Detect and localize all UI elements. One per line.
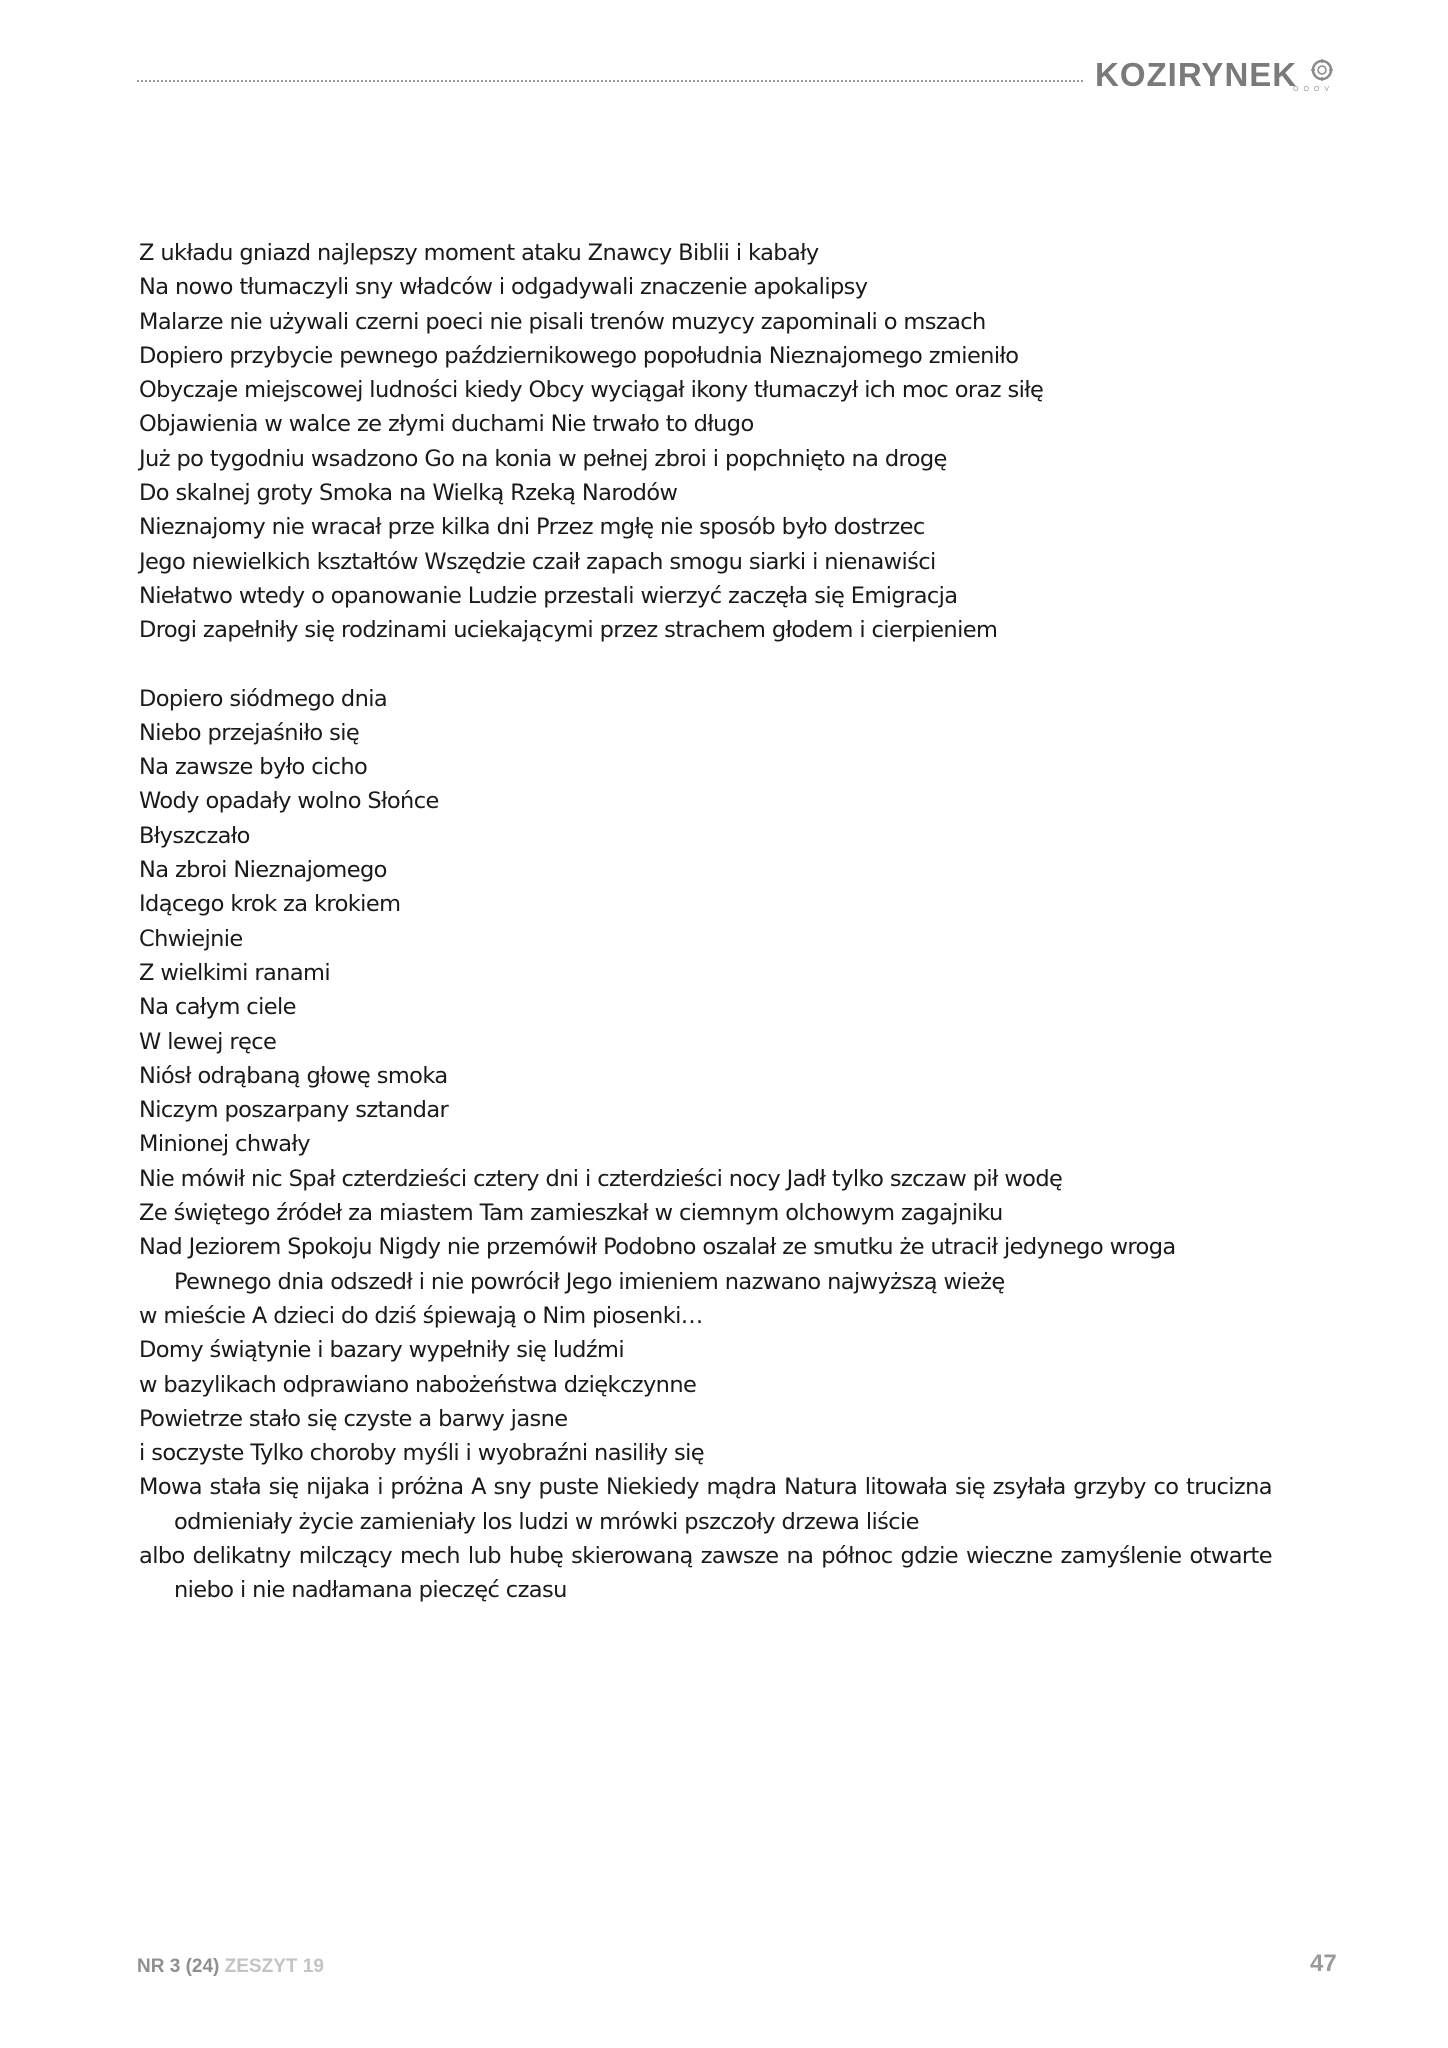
poem-line: Na nowo tłumaczyli sny władców i odgadywali znaczenie apokalipsy bbox=[139, 274, 868, 301]
poem-stanza-1 bbox=[139, 236, 1239, 648]
poem-line: Na całym ciele bbox=[139, 994, 296, 1021]
poem-body bbox=[139, 236, 1272, 1608]
stanza-break bbox=[139, 648, 1239, 682]
poem-line: Nieznajomy nie wracał prze kilka dni Przez mgłę nie sposób było dostrzec bbox=[139, 514, 925, 541]
header-dotted-rule bbox=[137, 80, 1083, 82]
logo-text: KOZIRYNEK bbox=[1095, 56, 1298, 93]
dial-icon bbox=[1310, 58, 1334, 82]
poem-line: Dopiero przybycie pewnego październikowego popołudnia Nieznajomego zmieniło bbox=[139, 342, 1019, 369]
issue-footer bbox=[137, 1956, 324, 1978]
poem-line: Niełatwo wtedy o opanowanie Ludzie przestali wierzyć zaczęła się Emigracja bbox=[139, 582, 958, 609]
poem-line: Ze świętego źródeł za miastem Tam zamieszkał w ciemnym olchowym zagajniku bbox=[139, 1200, 1003, 1227]
poem-line: Na zawsze było cicho bbox=[139, 754, 368, 781]
poem-line: Dopiero siódmego dnia bbox=[139, 685, 388, 712]
poem-line: Niebo przejaśniło się bbox=[139, 719, 360, 746]
poem-line: Obyczaje miejscowej ludności kiedy Obcy wyciągał ikony tłumaczył ich moc oraz siłę bbox=[139, 377, 1044, 404]
poem-line: Niósł odrąbaną głowę smoka bbox=[139, 1062, 448, 1089]
poem-line: Wody opadały wolno Słońce bbox=[139, 788, 439, 815]
poem-stanza-2 bbox=[139, 682, 1272, 1608]
poem-line: Powietrze stało się czyste a barwy jasne bbox=[139, 1405, 568, 1432]
poem-line: Domy świątynie i bazary wypełniły się ludźmi bbox=[139, 1337, 625, 1364]
poem-line-wrapped: Mowa stała się nijaka i próżna A sny puste Niekiedy mądra Natura litowała się zsyłała grzyby co trucizna odmieniały życie zamieniały los ludzi w mrówki pszczoły drzewa liście bbox=[139, 1474, 1272, 1535]
poem-line: Malarze nie używali czerni poeci nie pisali trenów muzycy zapominali o mszach bbox=[139, 308, 986, 335]
poem-line: Niczym poszarpany sztandar bbox=[139, 1097, 449, 1124]
poem-line: Błyszczało bbox=[139, 822, 250, 849]
zeszyt-label: ZESZYT 19 bbox=[224, 1956, 324, 1977]
poem-line: w bazylikach odprawiano nabożeństwa dziękczynne bbox=[139, 1371, 697, 1398]
poem-line: Nad Jeziorem Spokoju Nigdy nie przemówił Podobno oszalał ze smutku że utracił jedynego wroga bbox=[139, 1234, 1176, 1261]
poem-line: Do skalnej groty Smoka na Wielką Rzeką Narodów bbox=[139, 480, 678, 507]
poem-line: Na zbroi Nieznajomego bbox=[139, 857, 387, 884]
logo-subtext: OOOV bbox=[1293, 86, 1335, 93]
poem-line-indented: Pewnego dnia odszedł i nie powrócił Jego imieniem nazwano najwyższą wieżę bbox=[174, 1268, 1005, 1295]
page-number: 47 bbox=[1310, 1950, 1337, 1977]
issue-number: NR 3 (24) bbox=[137, 1956, 220, 1977]
poem-line: Z układu gniazd najlepszy moment ataku Znawcy Biblii i kabały bbox=[139, 240, 819, 266]
poem-line: Chwiejnie bbox=[139, 925, 243, 952]
poem-line: Z wielkimi ranami bbox=[139, 959, 330, 986]
poem-line: Idącego krok za krokiem bbox=[139, 891, 401, 918]
poem-line: w mieście A dzieci do dziś śpiewają o Nim piosenki… bbox=[139, 1302, 703, 1329]
poem-line: Objawienia w walce ze złymi duchami Nie trwało to długo bbox=[139, 411, 754, 438]
poem-line-wrapped: albo delikatny milczący mech lub hubę skierowaną zawsze na północ gdzie wieczne zamyślenie otwarte niebo i nie nadłamana pieczęć czasu bbox=[139, 1542, 1272, 1604]
poem-line: Nie mówił nic Spał czterdzieści cztery dni i czterdzieści nocy Jadł tylko szczaw pił wodę bbox=[139, 1165, 1063, 1192]
poem-line: W lewej ręce bbox=[139, 1028, 277, 1055]
page-header bbox=[137, 54, 1352, 94]
poem-line: i soczyste Tylko choroby myśli i wyobraźni nasiliły się bbox=[139, 1440, 705, 1467]
poem-line: Już po tygodniu wsadzono Go na konia w pełnej zbroi i popchnięto na drogę bbox=[139, 445, 947, 472]
poem-line: Jego niewielkich kształtów Wszędzie czaił zapach smogu siarki i nienawiści bbox=[139, 548, 936, 575]
poem-line: Minionej chwały bbox=[139, 1131, 310, 1158]
poem-line: Drogi zapełniły się rodzinami uciekającymi przez strachem głodem i cierpieniem bbox=[139, 617, 998, 644]
